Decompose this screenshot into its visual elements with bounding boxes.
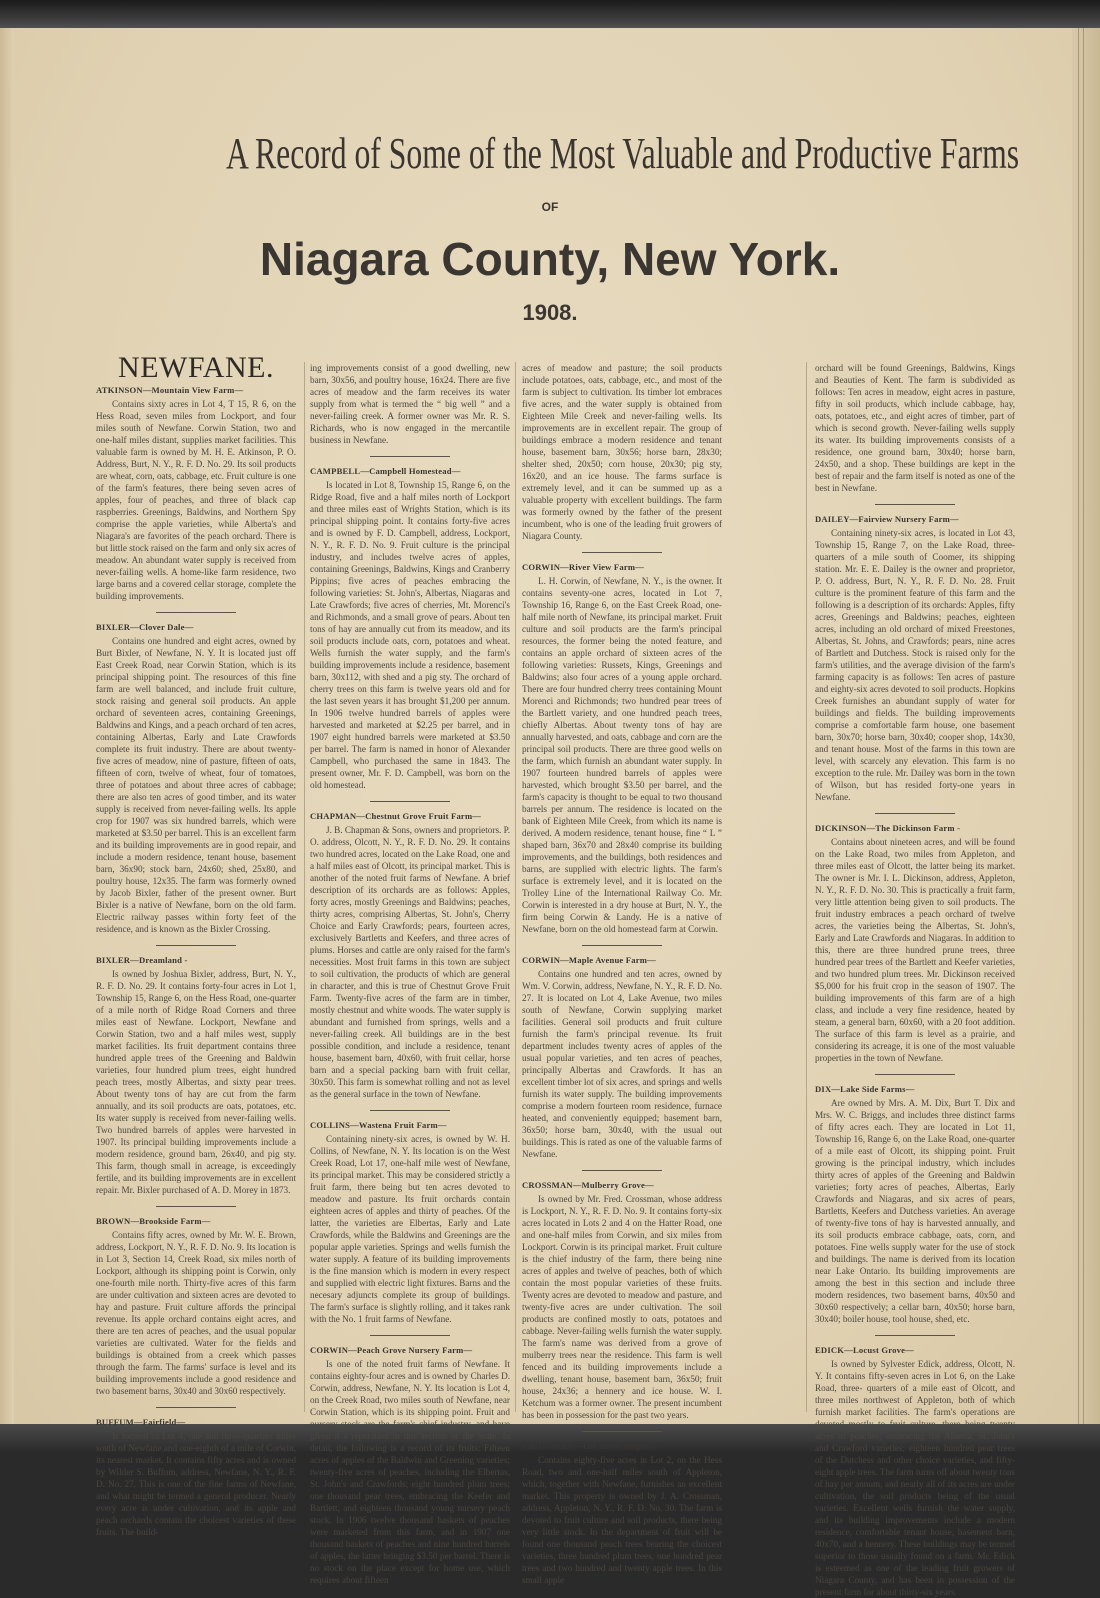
column-divider [515, 362, 516, 1412]
entry-title: CHAPMAN—Chestnut Grove Fruit Farm— [310, 811, 482, 821]
entry-body: Is one of the noted fruit farms of Newfane. It contains eighty-four acres and is owned by Charles D. Corwin, address, Newfane, N. Y. Its location is Lot 4, on the Creek Road, two miles south of Newfane, near Corwin Station, which is its shipping point. Fruit and nursery stock are the farm's chief industry, and have given it a reputation in this section of the State. In detail, the following is a record of its fruits: Fifteen acres of apples of the Baldwin and Greening varieties; twenty-five acres of peaches, including the Elbertas, St. John's and Crawfords; eight hundred plum trees; one thousand pear trees, embracing the Keefer and Bartlett, and eighteen thousand young nursery peach stock. In 1906 twelve thousand baskets of peaches were marketed from this farm, and in 1907 one thousand baskets of peaches and nine hundred barrels of apples, the latter bringing $3.50 per barrel. There is no stock on the place except for home use, which requires about fifteen [310, 1359, 510, 1585]
entry-title: EDICK—Locust Grove— [815, 1345, 914, 1355]
entry-title: DAILEY—Fairview Nursery Farm— [815, 514, 959, 524]
entry-title: DICKINSON—The Dickinson Farm - [815, 823, 961, 833]
county-title: Niagara County, New York. [259, 233, 841, 285]
divider [370, 1110, 450, 1111]
text-column-4 [815, 362, 1015, 1598]
farm-entry [522, 954, 722, 1160]
divider [156, 612, 236, 613]
entry-body: Is located in Lot 4, one and three-quarters miles south of Newfane and one-eighth of a mile of Corwin, its nearest market. It contains fifty acres and is owned by Wilder S. Buffum, address, Newfane, N. Y., R. F. D. No. 27. This is one of the fine farms of Newfane, and what might be termed a general producer. Nearly every acre is under cultivation, and its apple and peach orchards contain the choicest varieties of these fruits. The build- [96, 1431, 296, 1537]
divider [370, 1335, 450, 1336]
entry-body: Is owned by Joshua Bixler, address, Burt, N. Y., R. F. D. No. 29. It contains forty-four acres in Lot 1, Township 15, Range 6, on the Hess Road, one-quarter of a mile north of Ridge Road Corners and three miles east of Newfane. Lockport, Newfane and Corwin Station, two and a half miles west, supply market facilities. Its fruit department contains three hundred apple trees of the Greening and Baldwin varieties, four hundred plum trees, eight hundred peach trees, mostly Albertas, and sixty pear trees. About twenty tons of hay are cut from the farm annually, and its soil products are oats, potatoes, etc. Its water supply is received from never-failing wells. Two hundred barrels of apples were harvested in 1907. Its principal building improvements include a modern residence, ground barn, 26x40, and pig sty. This farm, though small in acreage, is exceedingly fertile, and its building improvements are in excellent repair. Mr. Bixler purchased of A. D. Morey in 1873. [96, 969, 296, 1195]
year-title: 1908. [522, 300, 578, 325]
entry-body: Containing ninety-six acres, is owned by W. H. Collins, of Newfane, N. Y. Its location is on the West Creek Road, Lot 17, one-half mile west of Newfane, its principal market. This may be considered strictly a fruit farm, there being but ten acres devoted to meadow and pasture. Its fruit orchards contain eighteen acres of apples and thirty of peaches. Of the latter, the varieties are Elbertas, Early and Late Crawfords, while the Baldwins and Greenings are the popular apple varieties. Springs and wells furnish the water supply. A feature of its building improvements is the fine mansion which is modern in every respect and supplied with electric light fixtures. Barns and the necesary adjuncts complete its group of buildings. The farm's surface is slightly rolling, and it takes rank with the No. 1 fruit farms of Newfane. [310, 1134, 510, 1324]
entry-title: COLLINS—Wastena Fruit Farm— [310, 1120, 447, 1130]
entry-body: Contains one hundred and eight acres, owned by Burt Bixler, of Newfane, N. Y. It is located just off East Creek Road, near Corwin Station, which is its principal shipping point. The resources of this fine farm are well balanced, and include fruit culture, stock raising and general soil products. An apple orchard of seventeen acres, containing Greenings, Baldwins and Kings, and a peach orchard of ten acres, containing Albertas, Early and Late Crawfords complete its fruit industry. There are about twenty-five acres of meadow, nine of pasture, fifteen of oats, fifteen of corn, twelve of wheat, four of tomatoes, three of potatoes and about three acres of cabbage; there are also ten acres of good timber, and its water supply is received from never-failing wells. Its apple crop for 1907 was six hundred barrels, which were marketed at $3.50 per barrel. This is an excellent farm and its building improvements are in good repair, and include a modern residence, tenant house, basement barn, 36x90; stock barn, 24x60; shed, 25x80, and poultry house, 12x35. The farm was formerly owned by Jacob Bixler, father of the present owner. Burt Bixler is a native of Newfane, born on the old farm. Electric railway passes within forty feet of the residence, and is known as the Bixler Crossing. [96, 636, 296, 934]
farm-entry [522, 1440, 722, 1586]
entry-title: CORWIN—Peach Grove Nursery Farm— [310, 1345, 473, 1355]
farm-entry [96, 1215, 296, 1397]
entry-body: Contains eighty-five acres in Lot 2, on the Hess Road, two and one-half miles south of Appleton, which, together with Newfane, furnishes an excellent market. This property is owned by J. A. Crossman, address, Appleton, N. Y., R. F. D. No. 30. The farm is devoted to fruit culture and soil products, there being very little stock. In the department of fruit will be found one thousand peach trees bearing the choicest varieties, three hundred plum trees, one hundred pear trees and two hundred and twenty apple trees. In this small apple [522, 1455, 722, 1585]
entry-body: Contains about nineteen acres, and will be found on the Lake Road, two miles from Appleton, and three miles east of Olcott, the latter being its market. The owner is Mr. I. L. Dickinson, address, Appleton, N. Y., R. F. D. No. 30. This is practically a fruit farm, very little attention being given to soil products. The fruit industry embraces a peach orchard of twelve acres, the varieties being the Albertas, St. John's, Early and Late Crawfords and Niagaras. In addition to this, there are three hundred prune trees, three hundred pear trees of the Bartlett and Keefer varieties, and two hundred plum trees. Mr. Dickinson received $5,000 for his fruit crop in the season of 1907. The building improvements of this farm are of a high class, and include a very fine residence, heated by steam, a general barn, 60x60, with a 20 foot addition. The surface of this farm is level as a prairie, and considering its acreage, it is one of the most valuable properties in the town of Newfane. [815, 837, 1015, 1063]
entry-body: ing improvements consist of a good dwelling, new barn, 30x56, and poultry house, 16x24. There are five acres of meadow and the farm receives its water supply from what is termed the “ big well ” and a never-failing creek. A former owner was Mr. R. S. Richards, who is now engaged in the mercantile business in Newfane. [310, 363, 510, 445]
text-column-2 [310, 362, 510, 1586]
entry-body: Containing ninety-six acres, is located in Lot 43, Township 15, Range 7, on the Lake Road, three-quarters of a mile south of Coomer, its shipping station. Mr. E. E. Dailey is the owner and proprietor, P. O. address, Burt, N. Y., R. F. D. No. 28. Fruit culture is the prominent feature of this farm and the following is a description of its orchards: Apples, fifty acres, Greenings and Baldwins; peaches, eighteen acres, including an old orchard of mixed Freestones, Albertas, St. Johns, and Crawfords; pears, nine acres of Bartlett and Dutchess. Stock is raised only for the farm's utilities, and the average division of the farm's farming capacity is as follows: Ten acres of pasture and eighty-six acres devoted to soil products. Hopkins Creek furnishes an abundant supply of water for buildings and fields. The building improvements comprise a comfortable farm house, one basement barn, 30x70; horse barn, 30x40; cooper shop, 14x30, and tenant house. Most of the farms in this town are level, with scarcely any elevation. This farm is no exception to the rule. Mr. Dailey was born in the town of Wilson, but has resided forty-one years in Newfane. [815, 528, 1015, 802]
entry-body: Are owned by Mrs. A. M. Dix, Burt T. Dix and Mrs. W. C. Briggs, and includes three distinct farms of fifty acres each. They are located in Lot 11, Township 16, Range 6, on the Lake Road, one-quarter of a mile east of Olcott, its shipping point. Fruit growing is the principal industry, which includes thirty acres of apples of the Greening and Baldwin varieties; forty acres of peaches, Albertas, Early Crawfords and Niagaras, and six acres of pears, Bartletts, Keefers and Dutchess varieties. An average of twenty-five tons of hay is harvested annually, and its soil products embrace cabbage, oats, corn, and potatoes. Fine wells supply water for the use of stock and buildings. The name is derived from its location near Lake Ontario. Its building improvements are among the best in this section and include three modern residences, two basement barns, 40x50 and 30x60 respectively; a cellar barn, 40x50; horse barn, 30x40; boiler house, tool house, shed, etc. [815, 1098, 1015, 1324]
divider [582, 1431, 662, 1432]
divider [582, 945, 662, 946]
text-column-1 [96, 351, 297, 1538]
farm-entry [96, 954, 296, 1196]
farm-entry [522, 1179, 722, 1421]
divider [156, 1206, 236, 1207]
divider [156, 945, 236, 946]
entry-title: BROWN—Brookside Farm— [96, 1216, 211, 1226]
farm-entry [310, 465, 510, 791]
column-divider [806, 362, 807, 1412]
entry-body: Contains one hundred and ten acres, owned by Wm. V. Corwin, address, Newfane, N. Y., R. F. D. No. 27. It is located on Lot 4, Lake Avenue, two miles south of Newfane, Corwin supplying market facilities. General soil products and fruit culture furnish the farm's principal revenue. Its fruit department includes twenty acres of apples of the usual popular varieties, and ten acres of peaches, principally Albertas and Crawfords. It has an excellent timber lot of six acres, and springs and wells furnish its water supply. The building improvements comprise a modern fourteen room residence, furnace heated, and conveniently equipped; basement barn, 36x50; horse barn, 30x40, with the usual out buildings. This is rated as one of the valuable farms of Newfane. [522, 969, 723, 1159]
farm-entry-continued [815, 362, 1015, 494]
farm-entry [815, 513, 1015, 803]
entry-title: BIXLER—Dreamland - [96, 955, 188, 965]
entry-title: CORWIN—Maple Avenue Farm— [522, 955, 656, 965]
divider [582, 1170, 662, 1171]
farm-entry [310, 1119, 510, 1325]
entry-body: orchard will be found Greenings, Baldwins, Kings and Beauties of Kent. The farm is subdivided as follows: Ten acres in meadow, eight acres in pasture, fifty in soil products, which include cabbage, hay, oats, potatoes, etc., and eight acres of timber, part of which is second growth. Never-failing wells supply its water. Its building improvements consists of a residence, one ground barn, 30x40; horse barn, 24x50, and a shop. These buildings are kept in the best of repair and the farm itself is noted as one of the best in Newfane. [815, 363, 1015, 493]
entry-title: CROSSMAN—Mulberry Grove— [522, 1180, 654, 1190]
entry-body: Is owned by Mr. Fred. Crossman, whose address is Lockport, N. Y., R. F. D. No. 9. It contains forty-six acres located in Lots 2 and 4 on the Hatter Road, one and one-half miles from Corwin, and six miles from Lockport. Corwin is its principal market. Fruit culture is the chief industry of the farm, there being nine acres of apples and twelve of peaches, both of which contain the most popular varieties of these fruits. Twenty acres are devoted to meadow and pasture, and twenty-five acres are under cultivation. The soil products are confined mostly to oats, potatoes and cabbage. Never-failing wells furnish the water supply. The farm's name was derived from a grove of mulberry trees near the residence. This farm is well fenced and its building improvements include a dwelling, tenant house, basement barn, 36x50; fruit house, 24x36; a hennery and ice house. W. I. Ketchum was a former owner. The present incumbent has been in possession for the past two years. [522, 1194, 722, 1420]
column-divider [304, 362, 305, 1412]
text-column-3 [522, 362, 722, 1586]
divider [370, 801, 450, 802]
farm-entry-continued [310, 362, 510, 446]
divider [875, 504, 955, 505]
farm-entry [310, 810, 510, 1100]
entry-body: acres of meadow and pasture; the soil products include potatoes, oats, cabbage, etc., and most of the farm is subject to cultivation. Its timber lot embraces five acres, and the water supply is obtained from Eighteen Mile Creek and never-failing wells. Its improvements are in excellent repair. The group of buildings embrace a modern residence and tenant house, basement barn, 30x56; horse barn, 28x30; shelter shed, 20x50; corn house, 20x30; pig sty, 16x20, and an ice house. The farms surface is extremely level, and it can be summed up as a valuable property with excellent buildings. The farm was formerly owned by the father of the present incumbent, who is one of the leading fruit growers of Niagara County. [522, 363, 722, 541]
divider [582, 552, 662, 553]
farm-entry [815, 1344, 1015, 1598]
entry-body: L. H. Corwin, of Newfane, N. Y., is the owner. It contains seventy-one acres, located in Lot 7, Township 16, Range 6, on the East Creek Road, one-half mile north of Newfane, its principal market. Fruit culture and soil products are the farm's principal resources, the former being the noted feature, and contains an apple orchard of sixteen acres of the following varieties: Russets, Kings, Greenings and Baldwins; also four acres of a young apple orchard. There are four hundred cherry trees containing Mount Morenci and Richmonds; two hundred pear trees of the Bartlett variety, and one hundred peach trees, chiefly Albertas. About twenty tons of hay are annually harvested, and oats, cabbage and corn are the principal soil products. There are three good wells on the farm, which furnish an abundant water supply. In 1907 fourteen hundred barrels of apples were harvested, which brought $3.50 per barrel, and the farm's capacity is thought to be equal to two thousand barrels per annum. The residence is located on the bank of Eighteen Mile Creek, from which its name is derived. A modern residence, tenant house, fine “ L ” shaped barn, 36x70 and 28x40 comprise its building improvements, and the buildings, both residences and barns, are supplied with electric lights. The farm's surface is extremely level, and it is located on the Trolley Line of the International Railway Co. Mr. Corwin is interested in a dry house at Burt, N. Y., the firm being Corwin & Landy. He is a native of Newfane, born on the old homestead farm at Corwin. [522, 576, 722, 934]
farm-entry [310, 1344, 510, 1586]
entry-body: Contains sixty acres in Lot 4, T 15, R 6, on the Hess Road, seven miles from Lockport, and four miles south of Newfane. Corwin Station, two and one-half miles distant, supplies market facilities. This valuable farm is owned by M. H. E. Atkinson, P. O. Address, Burt, N. Y., R. F. D. No. 29. Its soil products are wheat, corn, oats, cabbage, etc. Fruit culture is one of the farm's features, there being seven acres of apples, four of peaches, and three of black cap raspberries. Greenings, Baldwins, and Northern Spy comprise the apple varieties, while Alberta's and Niagara's are favorites of the peach orchard. There is but little stock raised on the farm and only six acres of meadow. An abundant water supply is received from never-failing wells. A home-like farm residence, two large barns and a covered cellar storage, complete the building improvements. [96, 399, 297, 601]
farm-entry [96, 384, 296, 602]
farm-entry [522, 561, 722, 935]
divider [156, 1407, 236, 1408]
divider [370, 456, 450, 457]
title-of: OF [541, 200, 559, 214]
divider [875, 1335, 955, 1336]
farm-entry [815, 822, 1015, 1064]
farm-entry [815, 1083, 1015, 1325]
entry-title: ATKINSON—Mountain View Farm— [96, 385, 244, 395]
book-binding-top [0, 0, 1100, 30]
entry-body: Contains fifty acres, owned by Mr. W. E. Brown, address, Lockport, N. Y., R. F. D. No. 9. Its location is in Lot 3, Section 14, Creek Road, six miles north of Lockport, although its shipping point is Corwin, only one-fourth mile north. Thirty-five acres of this farm are under cultivation and sixteen acres are devoted to hay and pasture. Fruit culture affords the principal revenue. Its apple orchard contains eight acres, and there are ten acres of peaches, and the usual popular varieties are cultivated. Water for the fields and buildings is obtained from a creek which passes through the farm. The farms' surface is level and its building improvements include a good residence and two basement barns, 30x40 and 30x60 respectively. [96, 1230, 296, 1396]
entry-body: Is owned by Sylvester Edick, address, Olcott, N. Y. It contains fifty-seven acres in Lot 6, on the Lake Road, three- quarters of a mile east of Olcott, and three miles northwest of Appleton, both of which furnish market facilities. The farm's operations are devoted mostly to fruit culture, there being twenty acres of peaches, embracing the Alberta, St. John's and Crawford varieties; eighteen hundred pear trees of the Dutchess and other choice varieties, and fifty-eight apple trees. The farm turns off about twenty tons of hay per annum, and nearly all of its acres are under cultivation, the soil products being of the usual varieties. Excellent wells furnish the water supply, and its building improvements include a modern residence, comfortable tenant house, basement barn, 40x70, and a hennery. These buildings may be termed superior to those usually found on a farm. Mr. Edick is esteemed as one of the leading fruit growers of Niagara County, and has been in possession of the present farm for about thirty-six years. [815, 1359, 1015, 1597]
section-heading: NEWFANE. [118, 351, 274, 384]
entry-body: J. B. Chapman & Sons, owners and proprietors. P. O. address, Olcott, N. Y., R. F. D. No. 29. It contains two hundred acres, located on the Lake Road, one and a half miles east of Olcott, its principal market. This is another of the noted fruit farms of Newfane. A brief description of its orchards are as follows: Apples, forty acres, mostly Greenings and Baldwins; peaches, thirty acres, comprising Albertas, St. John's, Cherry Choice and Early Crawfords; pears, fourteen acres, exclusively Bartletts and Keefers, and three acres of plums. Horses and cattle are only raised for the farm's necessities. Most fruit farms in this town are subject to soil cultivation, the products of which are general in character, and this is true of Chestnut Grove Fruit Farm. Twenty-five acres of the farm are in timber, mostly chestnut and white woods. The water supply is abundant and furnished from springs, wells and a never-failing creek. All buildings are in the best possible condition, and include a residence, tenant house, basement barn, 40x60, with fruit cellar, horse barn and a special packing barn with fruit cellar, 30x50. This farm is somewhat rolling and not as level as the general surface in the town of Newfane. [310, 825, 510, 1099]
farm-entry [96, 621, 296, 935]
entry-title: BIXLER—Clover Dale— [96, 622, 194, 632]
entry-title: DIX—Lake Side Farms— [815, 1084, 915, 1094]
entry-title: BUFFUM—Fairfield— [96, 1417, 186, 1427]
entry-title: CAMPBELL—Campbell Homestead— [310, 466, 461, 476]
farm-entry-continued [522, 362, 722, 542]
divider [875, 813, 955, 814]
divider [875, 1074, 955, 1075]
entry-body: Is located in Lot 8, Township 15, Range 6, on the Ridge Road, five and a half miles north of Lockport and three miles east of Wrights Station, which is its principal shipping point. It contains forty-five acres and is owned by F. D. Campbell, address, Lockport, N. Y., R. F. D. No. 9. Fruit culture is the principal industry, and includes twelve acres of apples, containing Greenings, Baldwins, Kings and Cranberry Pippins; five acres of peaches embracing the following varieties: St. John's, Albertas, Niagaras and Late Crawfords; five acres of cherries, Mt. Morenci's and Richmonds, and a small grove of pears. About ten tons of hay are annually cut from its meadow, and its soil products include oats, corn, potatoes and wheat. Wells furnish the water supply, and the farm's building improvements include a residence, basement barn, 30x112, with shed and a pig sty. The orchard of cherry trees on this farm is twelve years old and for the last seven years it has brought $1,200 per annum. In 1906 twelve hundred barrels of apples were harvested and marketed at $2.25 per barrel, and in 1907 eight hundred barrels were marketed at $3.50 per barrel. The farm is named in honor of Alexander Campbell, who purchased the same in 1843. The present owner, Mr. F. D. Campbell, was born on the old homestead. [310, 480, 510, 790]
document-title: A Record of Some of the Most Valuable and Productive Farms [226, 129, 1020, 178]
farm-entry [96, 1416, 296, 1538]
entry-title: CORWIN—River View Farm— [522, 562, 645, 572]
entry-title: CROSSMAN—The Silver Maples— [522, 1441, 661, 1451]
